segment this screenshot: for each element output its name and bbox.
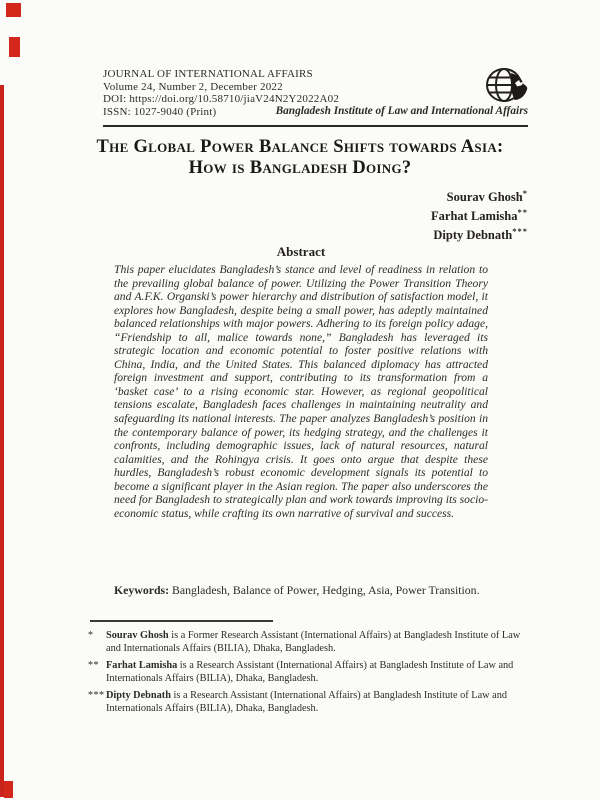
footnote-item	[88, 689, 530, 715]
article-title-line2: How is Bangladesh Doing?	[188, 157, 412, 178]
article-title-line1: The Global Power Balance Shifts towards Asia:	[96, 137, 504, 157]
author: Farhat Lamisha**	[431, 206, 528, 224]
footnote-mark: **	[88, 660, 99, 671]
footnote-item	[88, 659, 530, 685]
footnote-mark: ***	[88, 690, 105, 701]
bilia-globe-logo	[485, 66, 529, 106]
footnote-text: Farhat Lamisha is a Research Assistant (International Affairs) at Bangladesh Institute of Law and Internationals Affairs (BILIA), Dhaka, Bangladesh.	[106, 660, 514, 684]
author-list	[431, 186, 528, 243]
footnote-divider	[90, 620, 273, 622]
scan-artifact-red-mark	[4, 781, 13, 798]
footnote-mark: *	[88, 630, 94, 641]
footnote-text: Dipty Debnath is a Research Assistant (International Affairs) at Bangladesh Institute of Law and Internationals Affairs (BILIA), Dhaka, Bangladesh.	[106, 690, 508, 714]
journal-doi: DOI: https://doi.org/10.58710/jiaV24N2Y2022A02	[103, 93, 340, 106]
keywords-text: Bangladesh, Balance of Power, Hedging, Asia, Power Transition.	[172, 582, 480, 597]
abstract-body: This paper elucidates Bangladesh’s stance and level of readiness in relation to the prevailing global balance of power. Utilizing the Power Transition Theory and A.F.K. Organski’s power hierarchy and distribution of satisfaction model, it explores how Bangladesh, despite being a small power, has adeptly maintained balanced relationships with major powers. Adhering to its foreign policy adage, “Friendship to all, malice towards none,” Bangladesh has leveraged its strategic location and economic potential to foster positive relations with China, India, and the United States. This balanced diplomacy has attracted foreign investment and support, contributing to its transformation from a ‘basket case’ to a rising economic star. However, as regional geopolitical tensions escalate, Bangladesh faces challenges in maintaining neutrality and safeguarding its national interests. The paper analyzes Bangladesh’s position in the contemporary balance of power, its hedging strategy, and the challenges it confronts, including demographic issues, lack of natural resources, natural calamities, and the Rohingya crisis. It goes onto argue that despite these hurdles, Bangladesh’s robust economic development signals its potential to become a significant player in the Asian region. The paper also underscores the need for Bangladesh to strategically plan and work towards improving its socio-economic status, while crafting its own narrative of survival and success.	[114, 263, 488, 520]
header-divider	[103, 125, 528, 127]
keywords-label: Keywords:	[114, 582, 170, 597]
author: Sourav Ghosh*	[446, 188, 528, 205]
journal-issue: Volume 24, Number 2, December 2022	[103, 80, 283, 93]
scan-artifact-red-mark	[9, 37, 20, 57]
scan-artifact-red-edge-line	[0, 85, 4, 797]
author-footnote-mark: *	[522, 188, 528, 198]
journal-name: JOURNAL OF INTERNATIONAL AFFAIRS	[103, 68, 313, 80]
author: Dipty Debnath***	[433, 225, 528, 243]
keywords	[114, 583, 488, 597]
abstract-heading: Abstract	[276, 244, 326, 259]
author-footnote-mark: **	[517, 206, 528, 217]
footnote-text: Sourav Ghosh is a Former Research Assistant (International Affairs) at Bangladesh Institute of Law and Internationals Affairs (BILIA), Dhaka, Bangladesh.	[106, 630, 521, 654]
journal-issn: ISSN: 1027-9040 (Print)	[103, 105, 217, 118]
footnote-item	[88, 629, 530, 655]
article-title	[60, 137, 540, 178]
scan-artifact-red-mark	[6, 3, 21, 17]
institute-name: Bangladesh Institute of Law and International Affairs	[275, 105, 528, 117]
footnotes	[88, 629, 530, 719]
author-footnote-mark: ***	[512, 225, 528, 236]
